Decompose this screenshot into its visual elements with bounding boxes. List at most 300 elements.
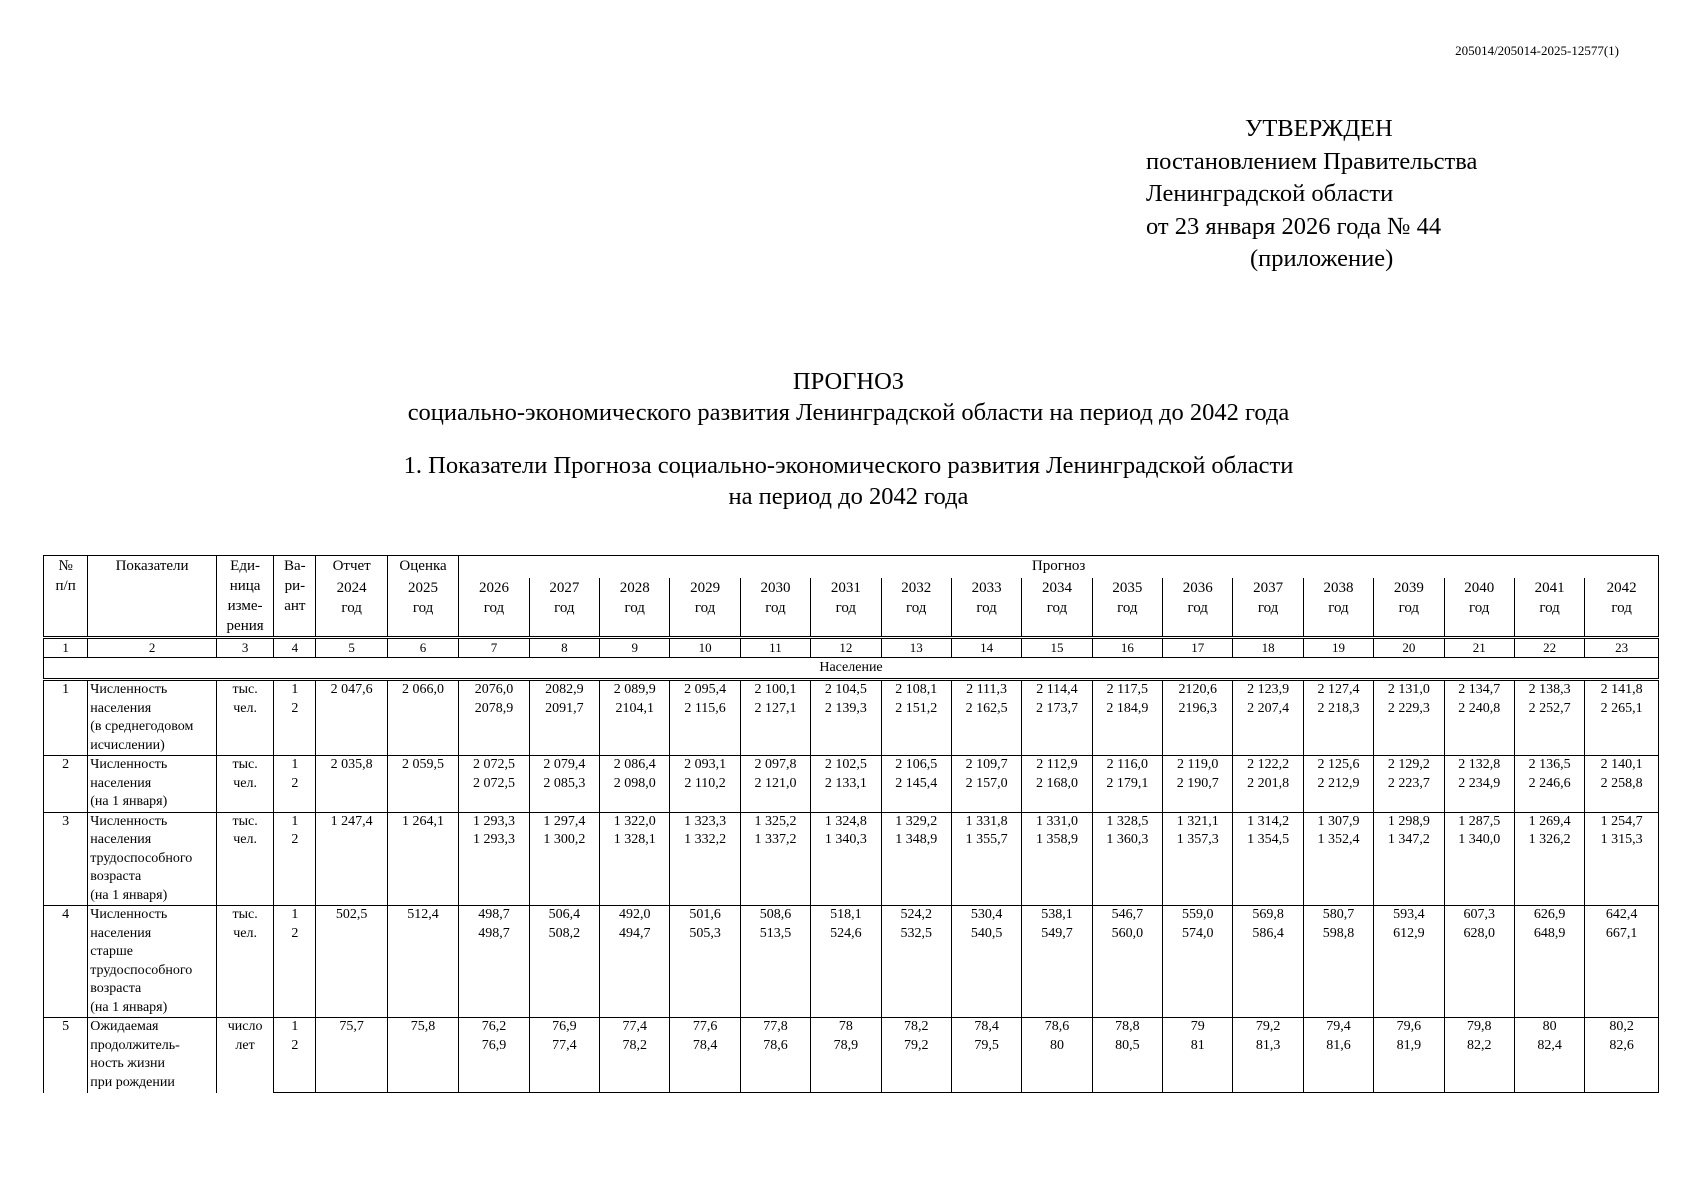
value-cell: 2 072,5: [459, 775, 529, 813]
value-cell: 2 234,9: [1444, 775, 1514, 813]
value-cell: 1 315,3: [1585, 831, 1659, 906]
value-cell: 569,8: [1233, 906, 1303, 925]
approval-line: от 23 января 2026 года № 44: [1146, 212, 1442, 240]
value-cell: 2 190,7: [1163, 775, 1233, 813]
year-label: 2029: [690, 580, 721, 596]
indicator-text: исчислении): [90, 737, 165, 753]
value-cell: 78,2: [881, 1018, 951, 1037]
value-cell: 2 117,5: [1092, 680, 1162, 700]
value-cell: 1 348,9: [881, 831, 951, 906]
value-cell: 559,0: [1163, 906, 1233, 925]
value-cell: 1 287,5: [1444, 812, 1514, 831]
value-cell: 79,2: [1233, 1018, 1303, 1037]
header-year-cell: [951, 578, 1021, 638]
value-cell: [387, 1037, 458, 1093]
value-cell: [387, 775, 458, 813]
approval-line: УТВЕРЖДЕН: [1245, 115, 1393, 142]
value-cell: 2 212,9: [1303, 775, 1373, 813]
variant-cell: 2: [274, 775, 316, 813]
value-cell: 75,7: [316, 1018, 387, 1037]
indicator-text: трудоспособного: [90, 850, 193, 866]
value-cell: 628,0: [1444, 925, 1514, 1018]
value-cell: 498,7: [459, 906, 529, 925]
table-row: [44, 906, 1659, 925]
column-number: 8: [529, 638, 599, 658]
value-cell: 2 108,1: [881, 680, 951, 700]
value-cell: 546,7: [1092, 906, 1162, 925]
indicator-text: Численность: [90, 682, 168, 697]
header-text: рения: [226, 618, 264, 634]
value-cell: 78,4: [670, 1037, 740, 1093]
indicator-text: населения: [90, 832, 152, 847]
value-cell: 1 247,4: [316, 812, 387, 831]
value-cell: 2078,9: [459, 700, 529, 756]
value-cell: 1 264,1: [387, 812, 458, 831]
value-cell: 532,5: [881, 925, 951, 1018]
year-label: 2026: [478, 580, 509, 596]
value-cell: 2 079,4: [529, 756, 599, 775]
value-cell: 1 328,1: [600, 831, 670, 906]
header-year-cell: [529, 578, 599, 638]
indicator-text: населения: [90, 775, 152, 791]
value-cell: 648,9: [1514, 925, 1584, 1018]
value-cell: 2 157,0: [951, 775, 1021, 813]
year-suffix: год: [1468, 600, 1490, 616]
year-label: 2039: [1393, 580, 1424, 596]
row-number: 1: [44, 680, 88, 756]
value-cell: 1 254,7: [1585, 812, 1659, 831]
indicator-text: (на 1 января): [90, 887, 168, 903]
section-label: Население: [44, 658, 1659, 680]
value-cell: 79,4: [1303, 1018, 1373, 1037]
value-cell: 1 269,4: [1514, 812, 1584, 831]
value-cell: 2 104,5: [811, 680, 881, 700]
header-cell-forecast: Прогноз: [459, 556, 1659, 579]
column-number: 12: [811, 638, 881, 658]
value-cell: 1 322,0: [600, 812, 670, 831]
row-indicator: [88, 1018, 217, 1093]
value-cell: 2 085,3: [529, 775, 599, 813]
variant-cell: 1: [274, 756, 316, 775]
value-cell: 1 328,5: [1092, 812, 1162, 831]
value-cell: 81,3: [1233, 1037, 1303, 1093]
value-cell: 82,6: [1585, 1037, 1659, 1093]
value-cell: 81: [1163, 1037, 1233, 1093]
value-cell: 512,4: [387, 906, 458, 925]
header-cell-variant: [274, 556, 316, 638]
year-suffix: год: [1046, 600, 1068, 616]
value-cell: 2 100,1: [740, 680, 810, 700]
value-cell: 492,0: [600, 906, 670, 925]
unit-text: тыс.: [232, 682, 258, 697]
indicator-text: возраста: [90, 869, 142, 884]
header-text: п/п: [55, 578, 76, 594]
header-year-cell: [1514, 578, 1584, 638]
header-cell-unit: [216, 556, 273, 638]
value-cell: 2 123,9: [1233, 680, 1303, 700]
value-cell: 80,5: [1092, 1037, 1162, 1093]
header-year-cell: [670, 578, 740, 638]
header-text: изме-: [227, 598, 263, 614]
value-cell: 612,9: [1374, 925, 1444, 1018]
header-year-cell: [316, 578, 387, 638]
value-cell: 2 173,7: [1022, 700, 1092, 756]
value-cell: 2 097,8: [740, 756, 810, 775]
header-year-cell: [1092, 578, 1162, 638]
value-cell: 2 252,7: [1514, 700, 1584, 756]
value-cell: 78,9: [811, 1037, 881, 1093]
unit-text: чел.: [233, 925, 257, 941]
value-cell: 2 119,0: [1163, 756, 1233, 775]
column-number: 7: [459, 638, 529, 658]
year-suffix: год: [1398, 600, 1420, 616]
value-cell: 540,5: [951, 925, 1021, 1018]
indicator-text: населения: [90, 700, 152, 716]
year-suffix: год: [765, 600, 786, 616]
header-year-cell: [1233, 578, 1303, 638]
header-text: ри-: [284, 578, 306, 594]
value-cell: 2 140,1: [1585, 756, 1659, 775]
year-label: 2031: [830, 580, 861, 596]
column-number-row: [44, 638, 1659, 658]
value-cell: 2 035,8: [316, 756, 387, 775]
header-text: №: [58, 558, 73, 574]
approval-line: постановлением Правительства: [1146, 147, 1478, 175]
table-row: [44, 700, 1659, 756]
value-cell: 2 151,2: [881, 700, 951, 756]
indicator-text: населения: [90, 925, 152, 941]
value-cell: 75,8: [387, 1018, 458, 1037]
value-cell: 1 321,1: [1163, 812, 1233, 831]
value-cell: 1 293,3: [459, 812, 529, 831]
header-year-cell: [740, 578, 810, 638]
value-cell: 2 089,9: [600, 680, 670, 700]
value-cell: [387, 925, 458, 1018]
value-cell: 2 218,3: [1303, 700, 1373, 756]
value-cell: 79: [1163, 1018, 1233, 1037]
column-number: 17: [1163, 638, 1233, 658]
variant-cell: 2: [274, 700, 316, 756]
value-cell: 2 246,6: [1514, 775, 1584, 813]
indicator-text: Численность: [90, 813, 168, 829]
column-number: 1: [44, 638, 88, 658]
value-cell: 1 323,3: [670, 812, 740, 831]
value-cell: 2 047,6: [316, 680, 387, 700]
value-cell: 508,2: [529, 925, 599, 1018]
section-title-line: на период до 2042 года: [728, 483, 969, 510]
variant-cell: 1: [274, 812, 316, 831]
year-label: 2034: [1041, 580, 1072, 596]
value-cell: 1 314,2: [1233, 812, 1303, 831]
value-cell: 1 337,2: [740, 831, 810, 906]
value-cell: 1 293,3: [459, 831, 529, 906]
value-cell: 2 093,1: [670, 756, 740, 775]
year-label: 2038: [1323, 580, 1354, 596]
document-subtitle: социально-экономического развития Ленинградской области на период до 2042 года: [407, 399, 1290, 426]
header-year-cell: [1444, 578, 1514, 638]
row-number: 5: [44, 1018, 88, 1093]
document-code: 205014/205014-2025-12577(1): [1455, 43, 1619, 58]
value-cell: 79,2: [881, 1037, 951, 1093]
year-suffix: год: [1187, 600, 1208, 616]
column-number: 11: [740, 638, 810, 658]
value-cell: 2 112,9: [1022, 756, 1092, 775]
value-cell: 1 326,2: [1514, 831, 1584, 906]
column-number: 14: [951, 638, 1021, 658]
value-cell: 2 115,6: [670, 700, 740, 756]
approval-block: [1146, 113, 1526, 276]
table-row: [44, 775, 1659, 813]
year-label: 2032: [901, 580, 932, 596]
indicator-text: (на 1 января): [90, 794, 168, 809]
column-number: 19: [1303, 638, 1373, 658]
row-number: 4: [44, 906, 88, 1018]
header-cell-estimate: Оценка: [387, 556, 458, 579]
row-unit: [216, 1018, 273, 1093]
year-label: 2024: [336, 580, 367, 596]
year-label: 2040: [1464, 580, 1495, 596]
value-cell: 518,1: [811, 906, 881, 925]
unit-text: лет: [235, 1037, 255, 1053]
row-unit: [216, 906, 273, 1018]
column-number: 18: [1233, 638, 1303, 658]
value-cell: 2 109,7: [951, 756, 1021, 775]
document-heading: ПРОГНОЗ: [792, 368, 905, 395]
unit-text: чел.: [233, 832, 257, 847]
value-cell: 598,8: [1303, 925, 1373, 1018]
value-cell: 1 332,2: [670, 831, 740, 906]
value-cell: 82,2: [1444, 1037, 1514, 1093]
value-cell: 2 110,2: [670, 775, 740, 813]
value-cell: 502,5: [316, 906, 387, 925]
unit-text: чел.: [233, 775, 257, 791]
header-text: Ва-: [284, 558, 306, 574]
value-cell: 2 138,3: [1514, 680, 1584, 700]
value-cell: 2 121,0: [740, 775, 810, 813]
value-cell: [387, 700, 458, 756]
value-cell: 2 086,4: [600, 756, 670, 775]
year-suffix: год: [412, 600, 434, 616]
header-cell-report: Отчет: [316, 556, 387, 579]
value-cell: 1 331,0: [1022, 812, 1092, 831]
unit-text: тыс.: [232, 757, 258, 772]
value-cell: 2 129,2: [1374, 756, 1444, 775]
value-cell: 626,9: [1514, 906, 1584, 925]
value-cell: 1 340,0: [1444, 831, 1514, 906]
value-cell: 2 132,8: [1444, 756, 1514, 775]
value-cell: 2 168,0: [1022, 775, 1092, 813]
year-label: 2042: [1606, 580, 1637, 596]
value-cell: 1 352,4: [1303, 831, 1373, 906]
year-suffix: год: [694, 600, 716, 616]
value-cell: [316, 775, 387, 813]
year-suffix: год: [1328, 600, 1349, 616]
header-year-cell: [1374, 578, 1444, 638]
approval-line: Ленинградской области: [1146, 180, 1394, 207]
year-label: 2036: [1182, 580, 1213, 596]
column-number: 15: [1022, 638, 1092, 658]
value-cell: 1 355,7: [951, 831, 1021, 906]
row-indicator: [88, 812, 217, 906]
year-suffix: год: [1539, 600, 1560, 616]
value-cell: 1 357,3: [1163, 831, 1233, 906]
year-label: 2037: [1253, 580, 1284, 596]
column-number: 3: [216, 638, 273, 658]
value-cell: 2 133,1: [811, 775, 881, 813]
value-cell: 560,0: [1092, 925, 1162, 1018]
value-cell: [316, 1037, 387, 1093]
indicator-text: Численность: [90, 907, 168, 922]
variant-cell: 1: [274, 1018, 316, 1037]
value-cell: 1 325,2: [740, 812, 810, 831]
value-cell: 2 207,4: [1233, 700, 1303, 756]
year-label: 2025: [408, 580, 439, 596]
indicator-text: Ожидаемая: [90, 1019, 159, 1034]
unit-text: чел.: [233, 700, 257, 716]
unit-text: тыс.: [232, 907, 258, 922]
row-unit: [216, 680, 273, 756]
year-suffix: год: [341, 600, 362, 616]
value-cell: 78,6: [1022, 1018, 1092, 1037]
year-suffix: год: [835, 600, 857, 616]
value-cell: 2196,3: [1163, 700, 1233, 756]
column-number: 2: [88, 638, 217, 658]
unit-text: тыс.: [232, 813, 258, 829]
indicator-text: (в среднегодовом: [90, 719, 194, 734]
value-cell: 593,4: [1374, 906, 1444, 925]
header-year-cell: [1303, 578, 1373, 638]
column-number: 20: [1374, 638, 1444, 658]
header-year-cell: [1585, 578, 1659, 638]
value-cell: 2 122,2: [1233, 756, 1303, 775]
value-cell: 2 098,0: [600, 775, 670, 813]
year-label: 2041: [1534, 580, 1565, 596]
value-cell: 580,7: [1303, 906, 1373, 925]
title-block: [0, 366, 1697, 512]
value-cell: 2 116,0: [1092, 756, 1162, 775]
value-cell: [316, 831, 387, 906]
value-cell: 1 297,4: [529, 812, 599, 831]
value-cell: 2 162,5: [951, 700, 1021, 756]
value-cell: 79,5: [951, 1037, 1021, 1093]
indicator-text: трудоспособного: [90, 962, 193, 978]
value-cell: 586,4: [1233, 925, 1303, 1018]
header-year-cell: [881, 578, 951, 638]
column-number: 4: [274, 638, 316, 658]
column-number: 23: [1585, 638, 1659, 658]
table-row: [44, 680, 1659, 700]
column-number: 6: [387, 638, 458, 658]
value-cell: 80,2: [1585, 1018, 1659, 1037]
value-cell: 501,6: [670, 906, 740, 925]
value-cell: 2104,1: [600, 700, 670, 756]
value-cell: 538,1: [1022, 906, 1092, 925]
indicator-text: продолжитель-: [90, 1037, 180, 1053]
value-cell: 642,4: [1585, 906, 1659, 925]
year-label: 2027: [549, 580, 580, 596]
value-cell: 1 307,9: [1303, 812, 1373, 831]
value-cell: 2 223,7: [1374, 775, 1444, 813]
value-cell: 2 072,5: [459, 756, 529, 775]
value-cell: 1 354,5: [1233, 831, 1303, 906]
header-year-cell: [1163, 578, 1233, 638]
year-label: 2033: [971, 580, 1002, 596]
value-cell: 2 095,4: [670, 680, 740, 700]
table-row: [44, 812, 1659, 831]
section-title-line: 1. Показатели Прогноза социально-экономического развития Ленинградской области: [403, 452, 1294, 479]
value-cell: 1 358,9: [1022, 831, 1092, 906]
table-row: [44, 1018, 1659, 1037]
header-year-cell: [459, 578, 529, 638]
row-unit: [216, 756, 273, 813]
header-year-cell: [387, 578, 458, 638]
value-cell: 77,8: [740, 1018, 810, 1037]
value-cell: 76,2: [459, 1018, 529, 1037]
row-number: 2: [44, 756, 88, 813]
year-suffix: год: [976, 600, 997, 616]
variant-cell: 2: [274, 1037, 316, 1093]
value-cell: 1 360,3: [1092, 831, 1162, 906]
value-cell: 2 066,0: [387, 680, 458, 700]
table-row: [44, 831, 1659, 906]
value-cell: 2 145,4: [881, 775, 951, 813]
header-text: ница: [229, 578, 261, 594]
header-year-cell: [811, 578, 881, 638]
value-cell: 2 201,8: [1233, 775, 1303, 813]
year-suffix: год: [1117, 600, 1138, 616]
value-cell: 2 125,6: [1303, 756, 1373, 775]
variant-cell: 2: [274, 831, 316, 906]
table-row: [44, 756, 1659, 775]
value-cell: 2 106,5: [881, 756, 951, 775]
value-cell: 2 134,7: [1444, 680, 1514, 700]
year-suffix: год: [554, 600, 575, 616]
variant-cell: 2: [274, 925, 316, 1018]
value-cell: 76,9: [529, 1018, 599, 1037]
value-cell: 2 059,5: [387, 756, 458, 775]
value-cell: 2 141,8: [1585, 680, 1659, 700]
value-cell: 524,6: [811, 925, 881, 1018]
value-cell: 607,3: [1444, 906, 1514, 925]
unit-text: число: [227, 1019, 263, 1034]
value-cell: 76,9: [459, 1037, 529, 1093]
column-number: 22: [1514, 638, 1584, 658]
value-cell: 505,3: [670, 925, 740, 1018]
value-cell: 574,0: [1163, 925, 1233, 1018]
header-cell-name: Показатели: [88, 556, 217, 638]
value-cell: 2 111,3: [951, 680, 1021, 700]
value-cell: 549,7: [1022, 925, 1092, 1018]
value-cell: 77,4: [600, 1018, 670, 1037]
value-cell: 2 127,4: [1303, 680, 1373, 700]
value-cell: 667,1: [1585, 925, 1659, 1018]
value-cell: 1 298,9: [1374, 812, 1444, 831]
value-cell: 79,8: [1444, 1018, 1514, 1037]
value-cell: 2 229,3: [1374, 700, 1444, 756]
year-suffix: год: [483, 600, 505, 616]
value-cell: 1 340,3: [811, 831, 881, 906]
value-cell: 81,6: [1303, 1037, 1373, 1093]
year-label: 2030: [760, 580, 791, 596]
value-cell: 2 184,9: [1092, 700, 1162, 756]
value-cell: 2 139,3: [811, 700, 881, 756]
value-cell: 2 136,5: [1514, 756, 1584, 775]
value-cell: 80: [1514, 1018, 1584, 1037]
year-label: 2028: [619, 580, 650, 596]
value-cell: 77,4: [529, 1037, 599, 1093]
indicator-text: ность жизни: [90, 1056, 165, 1071]
indicator-text: (на 1 января): [90, 999, 168, 1015]
